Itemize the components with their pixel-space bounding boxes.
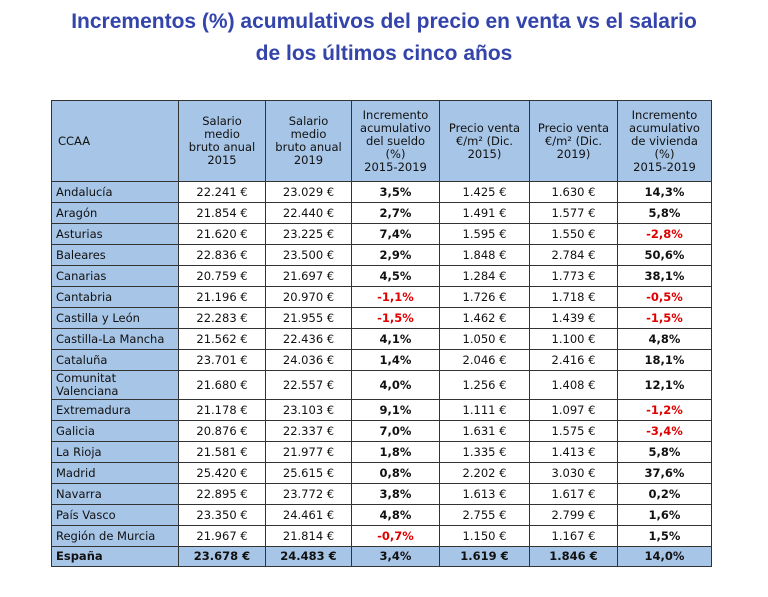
cell-salary-2019: 21.955 € — [266, 308, 352, 329]
cell-salary-2019: 24.483 € — [266, 547, 352, 567]
cell-housing-increase: 18,1% — [618, 350, 712, 371]
cell-price-2015: 1.050 € — [440, 329, 530, 350]
cell-price-2019: 1.097 € — [530, 400, 618, 421]
cell-price-2015: 1.631 € — [440, 421, 530, 442]
cell-region: Galicia — [52, 421, 179, 442]
table-header-row — [52, 101, 712, 182]
cell-housing-increase: -3,4% — [618, 421, 712, 442]
cell-salary-2015: 21.680 € — [179, 371, 266, 400]
cell-region: Castilla-La Mancha — [52, 329, 179, 350]
cell-region: Región de Murcia — [52, 526, 179, 547]
cell-salary-2015: 23.678 € — [179, 547, 266, 567]
cell-salary-increase: 4,0% — [352, 371, 440, 400]
cell-price-2015: 1.256 € — [440, 371, 530, 400]
salary-housing-table — [51, 100, 712, 567]
table-row — [52, 463, 712, 484]
cell-price-2015: 1.726 € — [440, 287, 530, 308]
cell-housing-increase: 1,5% — [618, 526, 712, 547]
cell-price-2019: 1.439 € — [530, 308, 618, 329]
cell-salary-increase: 0,8% — [352, 463, 440, 484]
cell-price-2015: 1.150 € — [440, 526, 530, 547]
cell-price-2019: 1.577 € — [530, 203, 618, 224]
table-total-row — [52, 547, 712, 567]
table-row — [52, 245, 712, 266]
cell-housing-increase: -1,2% — [618, 400, 712, 421]
cell-region: Extremadura — [52, 400, 179, 421]
cell-price-2019: 1.413 € — [530, 442, 618, 463]
cell-salary-increase: 1,8% — [352, 442, 440, 463]
cell-price-2015: 1.462 € — [440, 308, 530, 329]
cell-region: Comunitat Valenciana — [52, 371, 179, 400]
cell-price-2019: 1.550 € — [530, 224, 618, 245]
cell-price-2019: 1.630 € — [530, 182, 618, 203]
cell-housing-increase: 14,3% — [618, 182, 712, 203]
cell-salary-2019: 22.440 € — [266, 203, 352, 224]
cell-salary-2019: 22.436 € — [266, 329, 352, 350]
title-line-2: de los últimos cinco años — [255, 42, 513, 65]
cell-salary-2019: 23.225 € — [266, 224, 352, 245]
cell-price-2015: 1.613 € — [440, 484, 530, 505]
cell-salary-increase: 4,8% — [352, 505, 440, 526]
cell-price-2015: 1.491 € — [440, 203, 530, 224]
cell-salary-2019: 23.500 € — [266, 245, 352, 266]
table-row — [52, 266, 712, 287]
column-header-housing-increase: Incremento acumulativo de vivienda (%) 2015-2019 — [618, 101, 712, 182]
cell-price-2015: 1.619 € — [440, 547, 530, 567]
column-header-price-2019: Precio venta €/m² (Dic. 2019) — [530, 101, 618, 182]
cell-price-2019: 1.773 € — [530, 266, 618, 287]
cell-salary-2015: 22.241 € — [179, 182, 266, 203]
cell-region: Andalucía — [52, 182, 179, 203]
page-title — [0, 6, 768, 70]
cell-price-2015: 1.425 € — [440, 182, 530, 203]
cell-housing-increase: 37,6% — [618, 463, 712, 484]
cell-price-2019: 2.416 € — [530, 350, 618, 371]
cell-housing-increase: 5,8% — [618, 203, 712, 224]
cell-price-2019: 2.799 € — [530, 505, 618, 526]
table-row — [52, 371, 712, 400]
table-body — [52, 182, 712, 567]
cell-salary-increase: 2,7% — [352, 203, 440, 224]
table-row — [52, 182, 712, 203]
cell-housing-increase: 50,6% — [618, 245, 712, 266]
cell-salary-increase: 3,4% — [352, 547, 440, 567]
cell-salary-2019: 25.615 € — [266, 463, 352, 484]
cell-price-2019: 1.718 € — [530, 287, 618, 308]
cell-salary-2015: 23.701 € — [179, 350, 266, 371]
column-header-salary-2015: Salario medio bruto anual 2015 — [179, 101, 266, 182]
cell-salary-increase: 2,9% — [352, 245, 440, 266]
cell-salary-increase: 3,5% — [352, 182, 440, 203]
cell-region: Madrid — [52, 463, 179, 484]
column-header-ccaa: CCAA — [52, 101, 179, 182]
cell-salary-increase: 3,8% — [352, 484, 440, 505]
column-header-salary-2019: Salario medio bruto anual 2019 — [266, 101, 352, 182]
cell-salary-increase: 4,5% — [352, 266, 440, 287]
table-row — [52, 224, 712, 245]
cell-price-2019: 1.575 € — [530, 421, 618, 442]
title-line-1: Incrementos (%) acumulativos del precio en venta vs el salario — [71, 10, 697, 33]
cell-salary-2019: 21.814 € — [266, 526, 352, 547]
cell-salary-2015: 23.350 € — [179, 505, 266, 526]
cell-region: España — [52, 547, 179, 567]
cell-housing-increase: 4,8% — [618, 329, 712, 350]
cell-salary-2019: 24.036 € — [266, 350, 352, 371]
cell-region: Cataluña — [52, 350, 179, 371]
cell-salary-increase: 7,0% — [352, 421, 440, 442]
cell-housing-increase: 5,8% — [618, 442, 712, 463]
cell-price-2015: 2.755 € — [440, 505, 530, 526]
cell-price-2019: 1.846 € — [530, 547, 618, 567]
cell-salary-increase: -1,5% — [352, 308, 440, 329]
cell-region: País Vasco — [52, 505, 179, 526]
cell-region: Castilla y León — [52, 308, 179, 329]
column-header-salary-increase: Incremento acumulativo del sueldo (%) 2015-2019 — [352, 101, 440, 182]
cell-price-2019: 1.100 € — [530, 329, 618, 350]
cell-housing-increase: -0,5% — [618, 287, 712, 308]
cell-salary-2019: 21.977 € — [266, 442, 352, 463]
cell-salary-increase: 1,4% — [352, 350, 440, 371]
cell-salary-2015: 22.895 € — [179, 484, 266, 505]
cell-region: Aragón — [52, 203, 179, 224]
table-row — [52, 400, 712, 421]
cell-salary-2015: 25.420 € — [179, 463, 266, 484]
cell-region: La Rioja — [52, 442, 179, 463]
cell-price-2015: 1.111 € — [440, 400, 530, 421]
cell-housing-increase: 0,2% — [618, 484, 712, 505]
cell-salary-2015: 21.620 € — [179, 224, 266, 245]
cell-salary-2015: 21.854 € — [179, 203, 266, 224]
cell-salary-2015: 22.836 € — [179, 245, 266, 266]
cell-region: Asturias — [52, 224, 179, 245]
cell-salary-2015: 20.876 € — [179, 421, 266, 442]
cell-salary-increase: -0,7% — [352, 526, 440, 547]
cell-region: Navarra — [52, 484, 179, 505]
cell-salary-2015: 21.967 € — [179, 526, 266, 547]
cell-salary-increase: 7,4% — [352, 224, 440, 245]
table-row — [52, 442, 712, 463]
cell-salary-increase: 9,1% — [352, 400, 440, 421]
cell-price-2019: 1.167 € — [530, 526, 618, 547]
cell-housing-increase: -2,8% — [618, 224, 712, 245]
cell-salary-2019: 22.337 € — [266, 421, 352, 442]
cell-salary-2015: 21.196 € — [179, 287, 266, 308]
cell-salary-2019: 22.557 € — [266, 371, 352, 400]
cell-price-2015: 2.046 € — [440, 350, 530, 371]
table-row — [52, 421, 712, 442]
cell-price-2015: 1.335 € — [440, 442, 530, 463]
cell-price-2015: 1.848 € — [440, 245, 530, 266]
cell-housing-increase: 1,6% — [618, 505, 712, 526]
cell-salary-2015: 21.581 € — [179, 442, 266, 463]
cell-housing-increase: 12,1% — [618, 371, 712, 400]
cell-salary-2015: 20.759 € — [179, 266, 266, 287]
cell-price-2019: 1.617 € — [530, 484, 618, 505]
cell-salary-increase: 4,1% — [352, 329, 440, 350]
cell-salary-increase: -1,1% — [352, 287, 440, 308]
table-row — [52, 484, 712, 505]
table-row — [52, 203, 712, 224]
cell-salary-2019: 21.697 € — [266, 266, 352, 287]
cell-salary-2019: 23.029 € — [266, 182, 352, 203]
cell-salary-2015: 21.178 € — [179, 400, 266, 421]
cell-salary-2019: 20.970 € — [266, 287, 352, 308]
cell-salary-2019: 23.103 € — [266, 400, 352, 421]
cell-region: Canarias — [52, 266, 179, 287]
cell-salary-2015: 22.283 € — [179, 308, 266, 329]
table-row — [52, 505, 712, 526]
table-row — [52, 308, 712, 329]
cell-salary-2015: 21.562 € — [179, 329, 266, 350]
cell-price-2019: 3.030 € — [530, 463, 618, 484]
cell-region: Cantabria — [52, 287, 179, 308]
cell-price-2015: 1.595 € — [440, 224, 530, 245]
column-header-price-2015: Precio venta €/m² (Dic. 2015) — [440, 101, 530, 182]
cell-housing-increase: -1,5% — [618, 308, 712, 329]
cell-housing-increase: 14,0% — [618, 547, 712, 567]
cell-price-2019: 1.408 € — [530, 371, 618, 400]
cell-salary-2019: 23.772 € — [266, 484, 352, 505]
table-row — [52, 287, 712, 308]
cell-price-2015: 1.284 € — [440, 266, 530, 287]
cell-price-2019: 2.784 € — [530, 245, 618, 266]
table-row — [52, 350, 712, 371]
table-row — [52, 526, 712, 547]
cell-housing-increase: 38,1% — [618, 266, 712, 287]
cell-salary-2019: 24.461 € — [266, 505, 352, 526]
cell-price-2015: 2.202 € — [440, 463, 530, 484]
cell-region: Baleares — [52, 245, 179, 266]
table-row — [52, 329, 712, 350]
